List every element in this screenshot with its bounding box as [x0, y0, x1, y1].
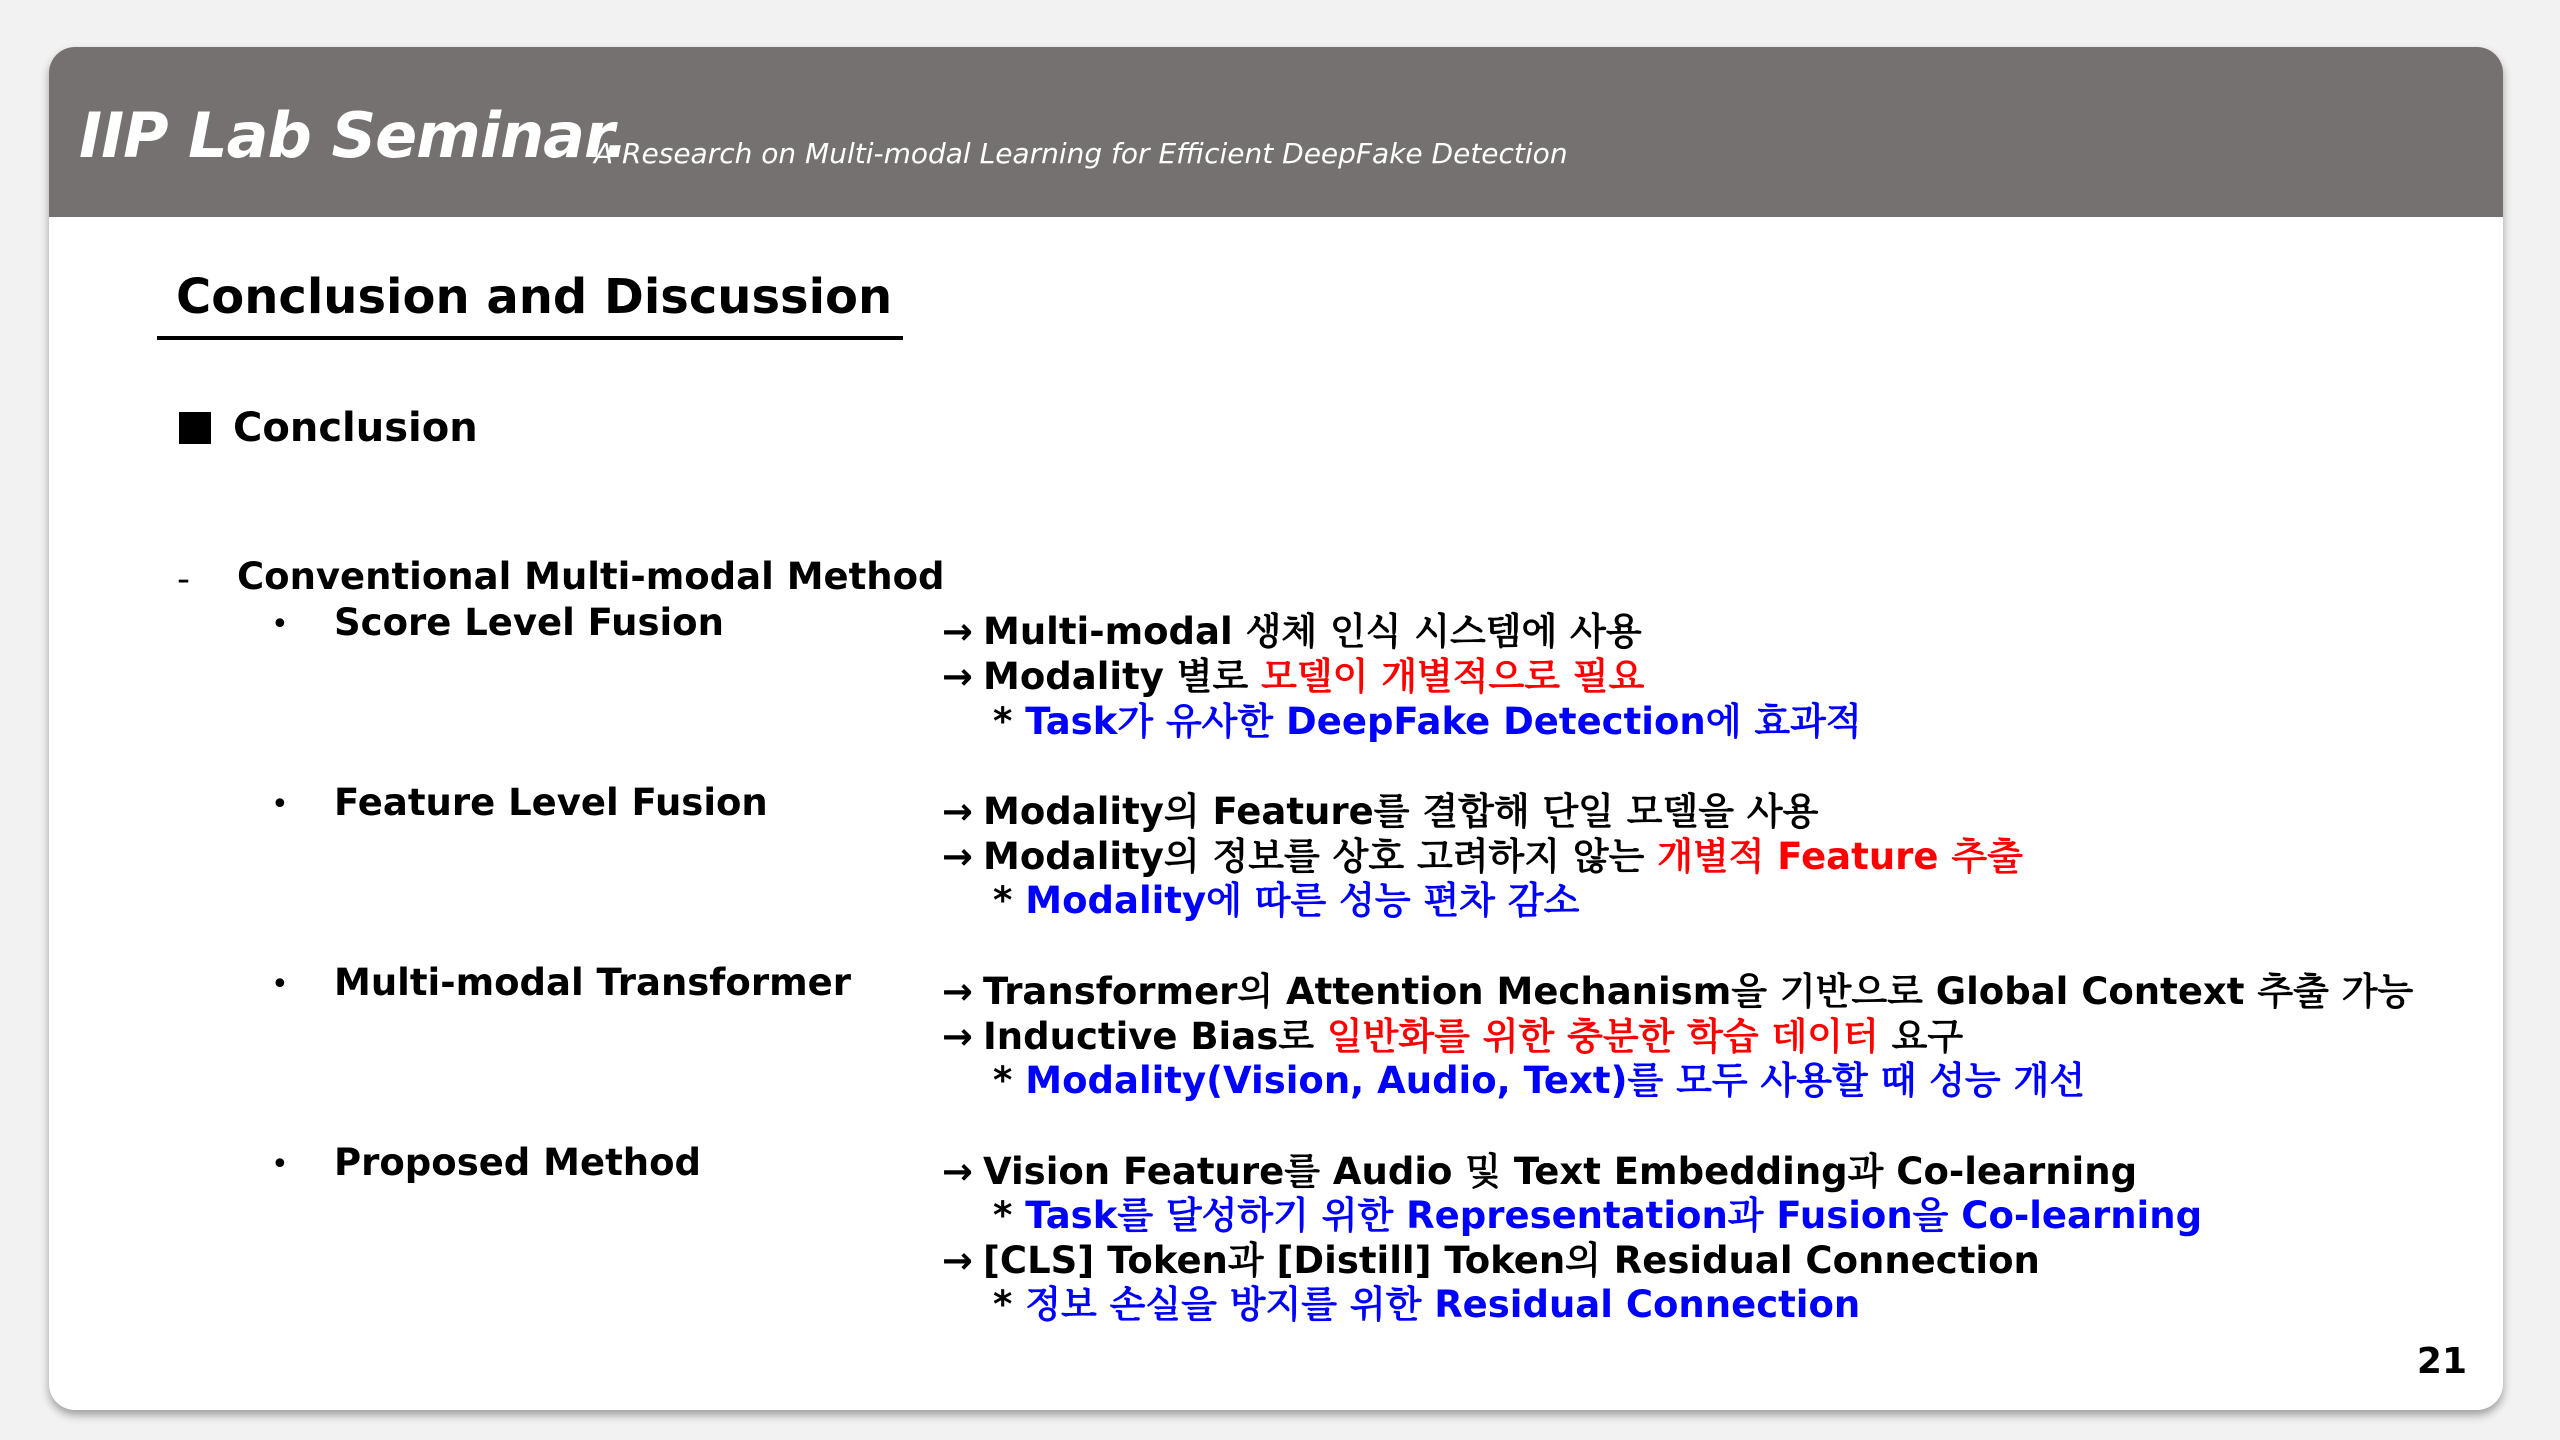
page-title: Conclusion and Discussion: [176, 269, 893, 325]
note-text: 정보 손실을 방지를 위한 Residual Connection: [1025, 1283, 1861, 1326]
right-arrow-icon: →: [942, 1150, 974, 1193]
right-arrow-icon: →: [942, 970, 974, 1013]
dash-marker: -: [177, 559, 190, 600]
note-text: Modality(Vision, Audio, Text)를 모두 사용할 때 성능 개선: [1025, 1059, 2086, 1102]
right-arrow-icon: →: [942, 610, 974, 653]
method-note: [993, 870, 1579, 924]
asterisk-icon: *: [993, 1059, 1013, 1102]
line-text: Transformer의 Attention Mechanism을 기반으로 Global Context 추출 가능: [983, 970, 2414, 1013]
square-bullet-icon: [179, 412, 211, 444]
method-note: [993, 691, 1862, 745]
asterisk-icon: *: [993, 1283, 1013, 1326]
method-label: Proposed Method: [334, 1141, 702, 1184]
note-text: Task를 달성하기 위한 Representation과 Fusion을 Co-learning: [1025, 1194, 2203, 1237]
line-highlight: 개별적 Feature 추출: [1657, 835, 2023, 878]
bullet-icon: •: [271, 967, 289, 1002]
bullet-icon: •: [271, 787, 289, 822]
page-number: 21: [2416, 1341, 2467, 1382]
header-bar: [49, 47, 2503, 217]
line-text: [CLS] Token과 [Distill] Token의 Residual Connection: [983, 1239, 2040, 1282]
brand-title: IIP Lab Seminar.: [79, 99, 628, 172]
line-text: Modality의 Feature를 결합해 단일 모델을 사용: [983, 790, 1819, 833]
slide: [49, 47, 2503, 1410]
line-text: Multi-modal 생체 인식 시스템에 사용: [983, 610, 1642, 653]
subheading: Conventional Multi-modal Method: [237, 555, 945, 598]
right-arrow-icon: →: [942, 835, 974, 878]
method-label: Multi-modal Transformer: [334, 961, 851, 1004]
conclusion-heading: [179, 405, 478, 451]
line-suffix: 요구: [1878, 1015, 1964, 1058]
bullet-icon: •: [271, 1147, 289, 1182]
line-text: Inductive Bias로: [983, 1015, 1327, 1058]
right-arrow-icon: →: [942, 790, 974, 833]
line-highlight: 일반화를 위한 충분한 학습 데이터: [1326, 1015, 1879, 1058]
line-highlight: 모델이 개별적으로 필요: [1261, 655, 1645, 698]
note-text: Modality에 따른 성능 편차 감소: [1025, 879, 1580, 922]
asterisk-icon: *: [993, 1194, 1013, 1237]
title-underline: [157, 336, 903, 340]
method-note: [993, 1274, 1860, 1328]
method-label: Feature Level Fusion: [334, 781, 768, 824]
conclusion-heading-label: Conclusion: [233, 405, 478, 451]
asterisk-icon: *: [993, 879, 1013, 922]
right-arrow-icon: →: [942, 1015, 974, 1058]
method-label: Score Level Fusion: [334, 601, 724, 644]
asterisk-icon: *: [993, 700, 1013, 743]
line-text: Modality의 정보를 상호 고려하지 않는: [983, 835, 1658, 878]
right-arrow-icon: →: [942, 1239, 974, 1282]
note-text: Task가 유사한 DeepFake Detection에 효과적: [1025, 700, 1862, 743]
line-text: Modality 별로: [983, 655, 1262, 698]
bullet-icon: •: [271, 607, 289, 642]
header-subtitle: A Research on Multi-modal Learning for Efficient DeepFake Detection: [594, 137, 1568, 170]
line-text: Vision Feature를 Audio 및 Text Embedding과 Co-learning: [983, 1150, 2138, 1193]
right-arrow-icon: →: [942, 655, 974, 698]
method-note: [993, 1050, 2085, 1104]
